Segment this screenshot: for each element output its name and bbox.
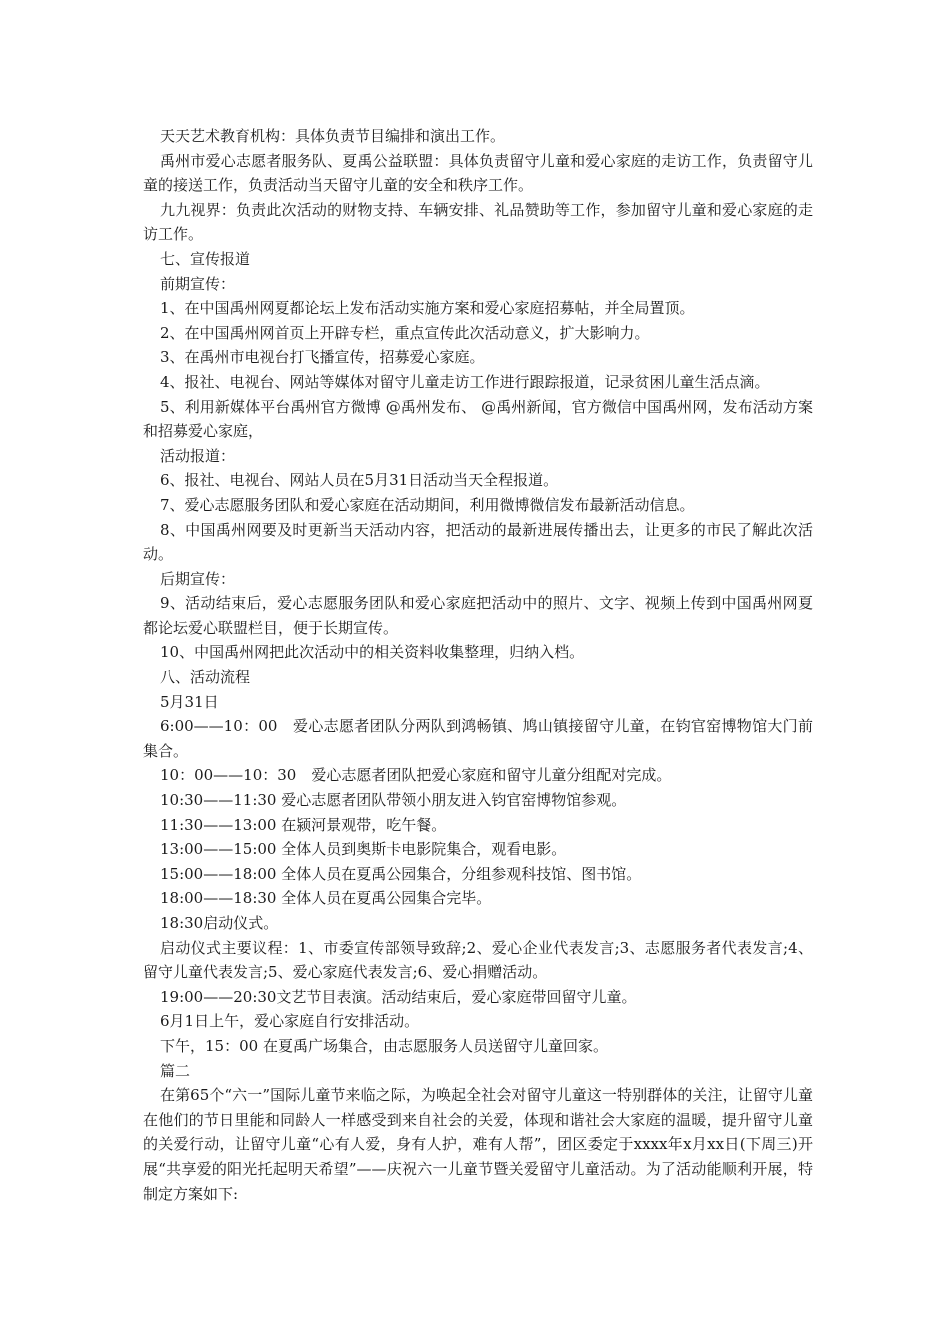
section-heading: 八、活动流程 <box>160 668 251 687</box>
paragraph: 天天艺术教育机构：具体负责节目编排和演出工作。 <box>160 127 506 145</box>
schedule-item: 19:00——20:30文艺节目表演。活动结束后，爱心家庭带回留守儿童。 <box>160 987 637 1006</box>
schedule-item: 6:00——10：00 爱心志愿者团队分两队到鸿畅镇、鸠山镇接留守儿童，在钧官窑博物馆大门前集合。 <box>143 717 813 760</box>
schedule-item: 18:00——18:30 全体人员在夏禹公园集合完毕。 <box>160 889 492 908</box>
schedule-item: 10:30——11:30 爱心志愿者团队带领小朋友进入钧官窑博物馆参观。 <box>160 791 627 810</box>
list-item: 5、利用新媒体平台禹州官方微博 @禹州发布、 @禹州新闻，官方微信中国禹州网，发布活动方案和招募爱心家庭， <box>143 397 813 441</box>
schedule-item: 11:30——13:00 在颍河景观带，吃午餐。 <box>160 815 447 834</box>
schedule-item: 18:30启动仪式。 <box>160 914 279 932</box>
list-item: 2、在中国禹州网首页上开辟专栏，重点宣传此次活动意义，扩大影响力。 <box>160 323 650 342</box>
schedule-item: 6月1日上午，爱心家庭自行安排活动。 <box>160 1012 420 1031</box>
section-heading: 篇二 <box>160 1061 191 1080</box>
schedule-item: 13:00——15:00 全体人员到奥斯卡电影院集合，观看电影。 <box>160 840 567 859</box>
document-body <box>143 124 813 1206</box>
section-heading: 七、宣传报道 <box>160 249 251 268</box>
list-item: 4、报社、电视台、网站等媒体对留守儿童走访工作进行跟踪报道，记录贫困儿童生活点滴。 <box>160 372 770 391</box>
subheading: 后期宣传： <box>160 569 236 588</box>
schedule-item: 10：00——10：30 爱心志愿者团队把爱心家庭和留守儿童分组配对完成。 <box>160 766 672 785</box>
schedule-item: 下午，15：00 在夏禹广场集合，由志愿服务人员送留守儿童回家。 <box>160 1036 608 1055</box>
schedule-item: 15:00——18:00 全体人员在夏禹公园集合，分组参观科技馆、图书馆。 <box>160 864 642 883</box>
paragraph: 禹州市爱心志愿者服务队、夏禹公益联盟：具体负责留守儿童和爱心家庭的走访工作，负责留守儿童的接送工作，负责活动当天留守儿童的安全和秩序工作。 <box>143 151 813 195</box>
subheading: 前期宣传： <box>160 274 236 293</box>
paragraph: 九九视界：负责此次活动的财物支持、车辆安排、礼品赞助等工作，参加留守儿童和爱心家庭的走访工作。 <box>143 200 813 244</box>
list-item: 7、爱心志愿服务团队和爱心家庭在活动期间，利用微博微信发布最新活动信息。 <box>160 495 695 514</box>
paragraph: 在第65个“六一”国际儿童节来临之际，为唤起全社会对留守儿童这一特别群体的关注，让留守儿童在他们的节日里能和同龄人一样感受到来自社会的关爱，体现和谐社会大家庭的温暖，提升留守儿童的关爱行动，让留守儿童“心有人爱，身有人护，难有人帮”，团区委定于xxxx年x月xx日(下周三)开展“共享爱的阳光托起明天希望”——庆祝六一儿童节暨关爱留守儿童活动。为了活动能顺利开展，特制定方案如下: <box>143 1086 813 1203</box>
subheading: 活动报道： <box>160 446 236 465</box>
list-item: 10、中国禹州网把此次活动中的相关资料收集整理，归纳入档。 <box>160 643 585 662</box>
date-line: 5月31日 <box>160 692 219 711</box>
list-item: 6、报社、电视台、网站人员在5月31日活动当天全程报道。 <box>160 471 559 490</box>
list-item: 1、在中国禹州网夏都论坛上发布活动实施方案和爱心家庭招募帖，并全局置顶。 <box>160 299 695 318</box>
list-item: 3、在禹州市电视台打飞播宣传，招募爱心家庭。 <box>160 348 485 367</box>
list-item: 8、中国禹州网要及时更新当天活动内容，把活动的最新进展传播出去，让更多的市民了解此次活动。 <box>143 520 813 564</box>
ceremony-agenda: 启动仪式主要议程：1、市委宣传部领导致辞;2、爱心企业代表发言;3、志愿服务者代表发言;4、留守儿童代表发言;5、爱心家庭代表发言;6、爱心捐赠活动。 <box>143 938 813 982</box>
list-item: 9、活动结束后，爱心志愿服务团队和爱心家庭把活动中的照片、文字、视频上传到中国禹州网夏都论坛爱心联盟栏目，便于长期宣传。 <box>143 594 813 637</box>
